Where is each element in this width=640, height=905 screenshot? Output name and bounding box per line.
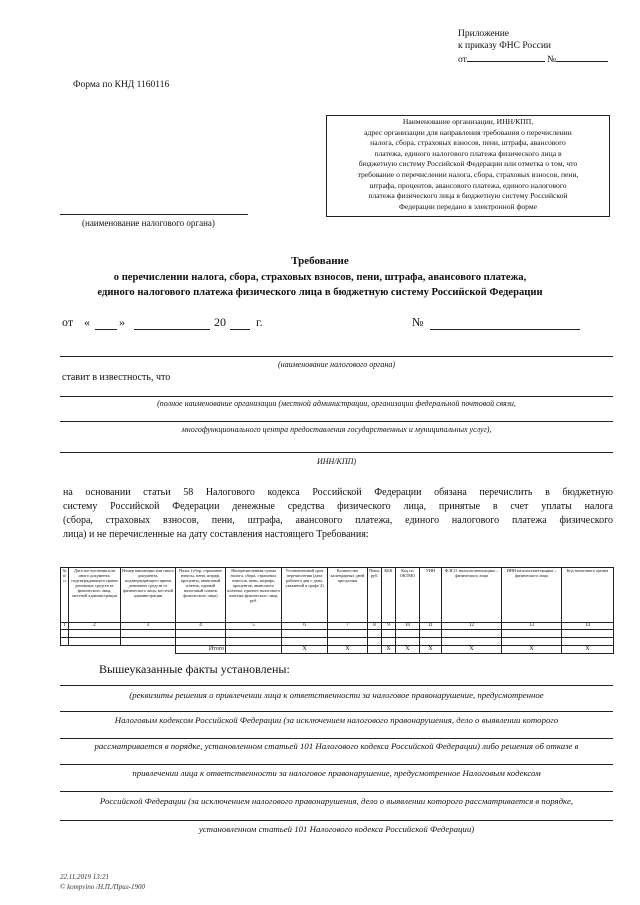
title-line2: о перечислении налога, сбора, страховых взносов, пени, штрафа, авансового платежа, (113, 272, 527, 283)
appendix-line2: к приказу ФНС России (458, 41, 551, 51)
recipient-line: бюджетную систему Российской Федерации или отметка о том, что (358, 159, 578, 169)
recipient-line: адрес организации для направления требования о перечислении (364, 127, 572, 137)
recipient-box-text (328, 117, 608, 212)
date-quote-close: » (119, 315, 125, 329)
x-mark: X (382, 646, 396, 654)
recipient-line: Наименование организации, ИНН/КПП, (402, 117, 534, 126)
x-mark: X (502, 646, 562, 654)
body-paragraph (63, 486, 613, 542)
appendix-line1: Приложение (458, 29, 509, 39)
col-number: 2 (69, 623, 121, 630)
footer-line2: © kompvino /Н.П./Прил-1900 (60, 883, 145, 891)
col-number: 7 (328, 623, 368, 630)
col-number: 9 (382, 623, 396, 630)
col-number: 10 (396, 623, 420, 630)
requisites-caption: рассматривается в порядке, установленном статьей 101 Налогового кодекса Российской Федерации) либо решения об отказе в (94, 741, 579, 751)
body-row: (сбора, страховых взносов, пени, штрафа, авансового платежа, единого налогового платежа физического (63, 515, 613, 526)
requisites-line (60, 820, 613, 821)
date-year-suffix: г. (256, 315, 263, 329)
x-mark: X (420, 646, 442, 654)
date-day-blank (95, 329, 117, 330)
date-month-blank (134, 329, 210, 330)
col-number: 4 (176, 623, 226, 630)
requirement-table (60, 567, 614, 654)
table-header-row (61, 568, 614, 623)
org-caption-1: (полное наименование организации (местной администрации, организации федеральной почтовой связи, (157, 399, 516, 408)
title-main: Требование (291, 255, 349, 267)
facts-text: Вышеуказанные факты установлены: (99, 662, 290, 676)
col-header: ИНН налогоплательщика – физического лица (502, 568, 562, 623)
appendix-from-number (458, 52, 608, 66)
requisites-line (60, 791, 613, 792)
col-number: 1 (61, 623, 69, 630)
x-mark: X (328, 646, 368, 654)
appendix-number-label: № (547, 55, 557, 65)
body-row: систему Российской Федерации денежные средства физического лица, принятые в счет уплаты налога (63, 501, 613, 512)
facts-line (60, 685, 613, 686)
tax-authority-caption: (наименование налогового органа) (82, 218, 215, 228)
col-number: 6 (282, 623, 328, 630)
col-number: 13 (502, 623, 562, 630)
footer-stamp (60, 872, 145, 892)
authority-caption: (наименование налогового органа) (277, 360, 396, 369)
form-code: Форма по КНД 1160116 (73, 80, 170, 90)
recipient-line: штрафа, процентов, авансового платежа, единого налогового (369, 180, 567, 190)
appendix-date-blank (467, 52, 545, 62)
col-number: 3 (121, 623, 176, 630)
col-number: 8 (368, 623, 382, 630)
appendix-number-blank (556, 52, 608, 62)
col-header: № п/п (61, 568, 69, 623)
recipient-line: Федерации передано в электронной форме (398, 201, 538, 211)
body-row: на основании статьи 58 Налогового кодекса Российской Федерации обязана перечислить в бюджетную (63, 487, 613, 498)
date-year-blank (230, 329, 250, 330)
org-line-3 (60, 452, 613, 453)
org-line-1 (60, 396, 613, 397)
requisites-caption: Российской Федерации (за исключением налогового правонарушения, дело о выявлении которого рассматривается в порядке, (99, 796, 574, 806)
number-label: № (412, 315, 424, 329)
footer-line1: 22.11.2019 13:21 (60, 873, 110, 881)
col-header: Неперечисленная сумма налога, сбора, страховых взносов, пени, штрафа, процентов, авансового платежа, единого налогового платежа физического лица, руб. (226, 568, 282, 623)
recipient-line: налога, сбора, страховых взносов, пени, штрафа, авансового (370, 138, 566, 148)
x-mark: X (442, 646, 502, 654)
x-mark: X (282, 646, 328, 654)
requisites-caption: установленном статьей 101 Налогового кодекса Российской Федерации) (198, 824, 475, 834)
table-row (61, 630, 614, 638)
col-header: Установленный срок перечисления (дата рабочего дня с даты, указанной в графе 2) (282, 568, 328, 623)
requisites-caption: Налоговым кодексом Российской Федерации (за исключением налогового правонарушения, дело о выявлении которого (114, 715, 559, 725)
col-header: Количество календарных дней просрочки (328, 568, 368, 623)
requisites-caption: привлечении лица к ответственности за налоговое правонарушение, предусмотренное Налоговым кодексом (132, 768, 541, 778)
col-number: 11 (420, 623, 442, 630)
table-total-row (61, 646, 614, 654)
recipient-line: платежа физического лица в бюджетную систему Российской (368, 191, 568, 201)
col-header: КБК (382, 568, 396, 623)
col-header: Пени, руб. (368, 568, 382, 623)
recipient-line: платежа, единого налогового платежа физического лица в (374, 148, 562, 158)
col-header: Код по ОКТМО (396, 568, 420, 623)
col-header: Номер квитанции или иного документа, подтверждающего прием денежных средств от физического лица, местной администрации (121, 568, 176, 623)
title-subtitle (0, 270, 640, 300)
requisites-line (60, 711, 613, 712)
table-row (61, 638, 614, 646)
notify-text: ставит в известность, что (62, 372, 171, 383)
col-header: УИН (420, 568, 442, 623)
org-line-2 (60, 421, 613, 422)
tax-authority-line (60, 214, 248, 215)
col-header: Налог (сбор, страховые взносы, пени, штраф, проценты, авансовый платеж, единый налоговый платеж физического лица) (176, 568, 226, 623)
org-caption-3: ИНН/КПП) (316, 457, 357, 466)
col-header: Код налогового органа (562, 568, 614, 623)
org-caption-2: многофункционального центра предоставления государственных и муниципальных услуг), (181, 425, 492, 434)
requisites-line (60, 764, 613, 765)
body-row: лица) и не перечисленные на дату составления настоящего Требования: (63, 529, 369, 540)
appendix-block (458, 28, 608, 66)
total-label: Итого (176, 646, 226, 654)
appendix-from-label: от (458, 55, 467, 65)
requisites-caption: (реквизиты решения о привлечении лица к ответственности за налоговое правонарушение, предусмотренное (129, 690, 544, 700)
date-year-prefix: 20 (214, 315, 226, 329)
requisites-line (60, 738, 613, 739)
col-header: Дата поступления или иного документа, подтверждающего прием денежных средств от физического лица, местной администрации (69, 568, 121, 623)
date-quote-open: « (84, 315, 90, 329)
x-mark: X (562, 646, 614, 654)
title-line3: единого налогового платежа физического лица в бюджетную систему Российской Федерации (97, 287, 543, 298)
col-number: 5 (226, 623, 282, 630)
date-from-label: от (62, 315, 74, 329)
table-number-row (61, 623, 614, 630)
authority-line (60, 356, 613, 357)
recipient-line: требование о перечислении налога, сбора, страховых взносов, пени, (357, 169, 579, 179)
col-number: 12 (442, 623, 502, 630)
col-header: Ф.И.О. налогоплательщика – физического лица (442, 568, 502, 623)
col-number: 14 (562, 623, 614, 630)
number-blank (430, 329, 580, 330)
x-mark: X (396, 646, 420, 654)
